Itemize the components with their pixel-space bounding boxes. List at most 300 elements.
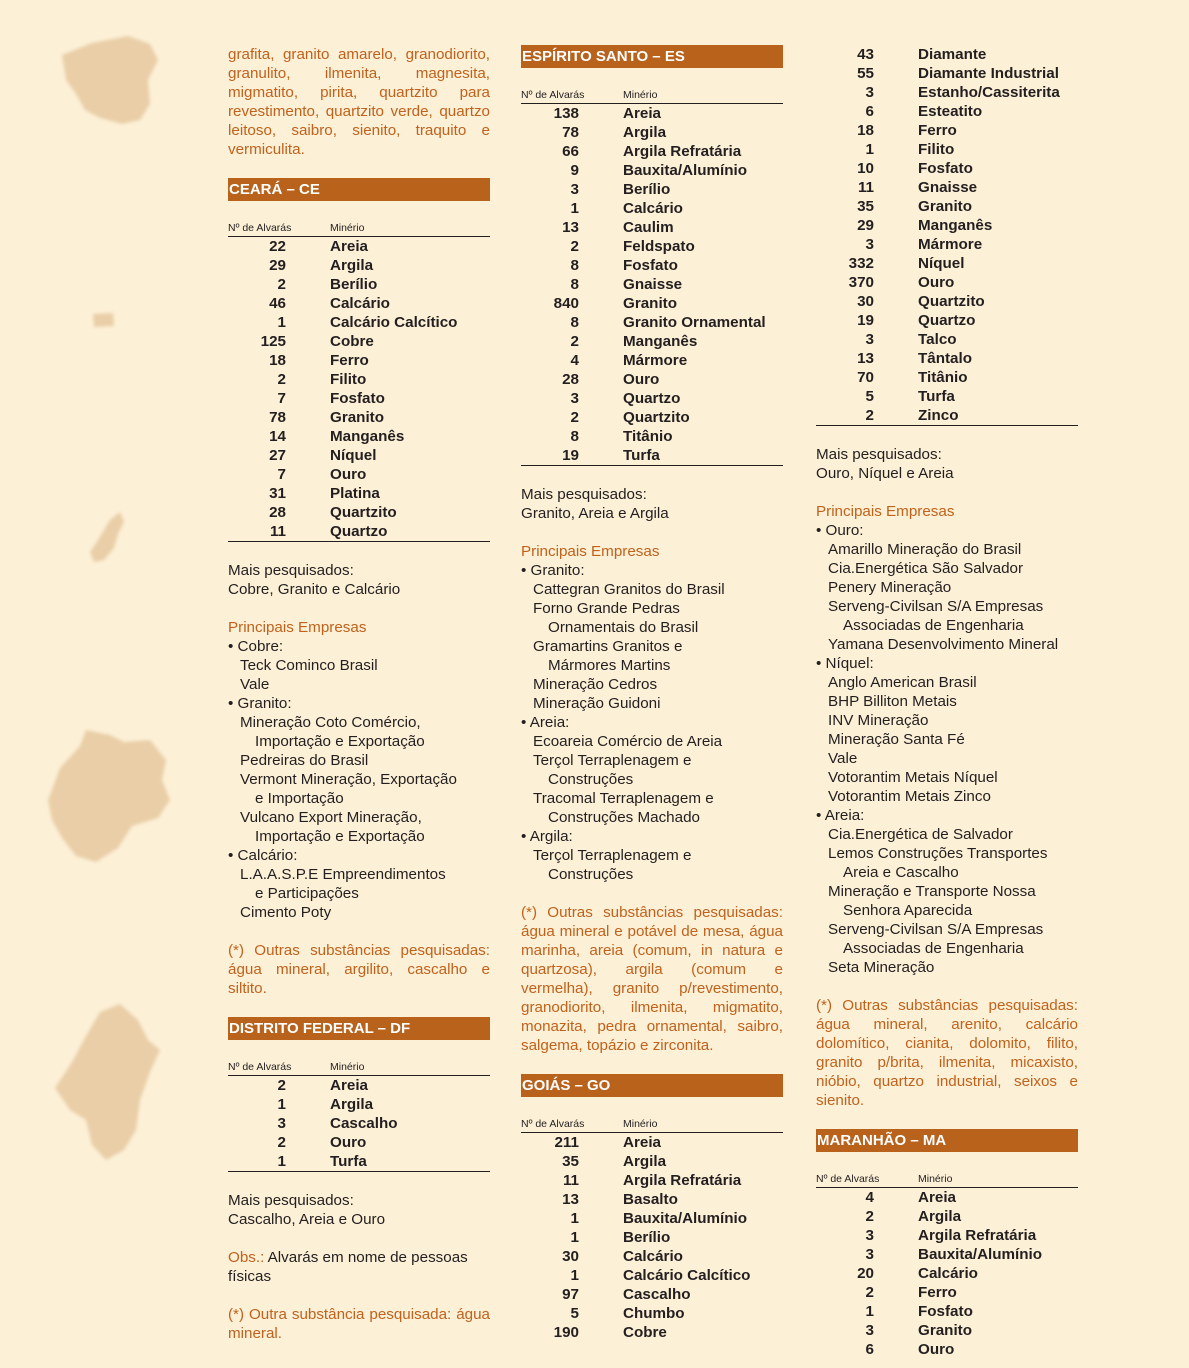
col-header-alvaras: Nº de Alvarás: [816, 1173, 880, 1185]
minerio-name: Fosfato: [918, 1303, 973, 1320]
alvaras-count: 2: [865, 1284, 874, 1301]
table-row: [816, 1302, 1078, 1321]
table-es: [521, 104, 783, 466]
alvaras-count: 6: [865, 1341, 874, 1358]
alvaras-count: 11: [857, 179, 874, 196]
mais-pesquisados-label: Mais pesquisados:: [228, 1192, 354, 1209]
table-row: [228, 332, 490, 351]
minerio-name: Ouro: [330, 1134, 367, 1151]
empresa-name: Cattegran Granitos do Brasil: [533, 581, 725, 598]
empresa-name: INV Mineração: [828, 712, 929, 729]
empresa-name: Vermont Mineração, Exportação: [240, 771, 457, 788]
alvaras-count: 332: [848, 255, 874, 272]
empresa-name: Mineração e Transporte Nossa: [828, 883, 1036, 900]
empresas-list-es: [521, 561, 783, 884]
empresa-name: Senhora Aparecida: [843, 902, 973, 919]
principais-empresas-title: Principais Empresas: [521, 543, 660, 560]
empresa-name: Construções Machado: [548, 809, 700, 826]
alvaras-count: 13: [562, 1191, 579, 1208]
outras-substancias-ceara: (*) Outras substâncias pesquisadas: água mineral, argilito, cascalho e siltito.: [228, 942, 490, 997]
principais-empresas-title: Principais Empresas: [228, 619, 367, 636]
empresas-list-ceara: [228, 637, 490, 922]
alvaras-count: 5: [570, 1305, 579, 1322]
column-1: [228, 45, 490, 1343]
state-maps-illustration: [0, 0, 210, 1368]
mais-pesquisados-value: Cascalho, Areia e Ouro: [228, 1211, 386, 1228]
empresa-category: • Argila:: [521, 828, 573, 845]
minerio-name: Manganês: [918, 217, 993, 234]
table-row: [816, 121, 1078, 140]
column-2: [521, 45, 783, 1342]
alvaras-count: 19: [562, 447, 579, 464]
empresa-name: Cia.Energética São Salvador: [828, 560, 1024, 577]
table-ma: [816, 1188, 1078, 1359]
empresa-name: Ornamentais do Brasil: [548, 619, 699, 636]
minerio-name: Gnaisse: [623, 276, 683, 293]
table-row: [816, 1207, 1078, 1226]
minerio-name: Titânio: [623, 428, 673, 445]
empresa-name: Importação e Exportação: [255, 733, 425, 750]
empresa-category: • Areia:: [521, 714, 570, 731]
minerio-name: Gnaisse: [918, 179, 978, 196]
minerio-name: Argila: [918, 1208, 962, 1225]
col-header-minerio: Minério: [623, 1118, 658, 1130]
minerio-name: Mármore: [623, 352, 688, 369]
table-row: [521, 237, 783, 256]
empresa-name: Vale: [828, 750, 858, 767]
alvaras-count: 5: [865, 388, 874, 405]
principais-empresas-title: Principais Empresas: [816, 503, 955, 520]
mais-pesquisados-value: Cobre, Granito e Calcário: [228, 581, 401, 598]
table-row: [228, 446, 490, 465]
alvaras-count: 29: [857, 217, 874, 234]
table-row: [816, 292, 1078, 311]
alvaras-count: 211: [554, 1134, 579, 1151]
ceara-map-shape: [62, 36, 158, 124]
alvaras-count: 18: [857, 122, 874, 139]
minerio-name: Ouro: [918, 274, 955, 291]
empresa-name: Areia e Cascalho: [843, 864, 959, 881]
table-row: [228, 522, 490, 541]
table-row: [228, 237, 490, 256]
col-header-alvaras: Nº de Alvarás: [521, 89, 585, 101]
empresa-name: Pedreiras do Brasil: [240, 752, 369, 769]
empresa-name: Anglo American Brasil: [828, 674, 977, 691]
alvaras-count: 370: [848, 274, 874, 291]
table-row: [521, 123, 783, 142]
table-row: [521, 1304, 783, 1323]
alvaras-count: 1: [277, 314, 286, 331]
section-header-es: ESPÍRITO SANTO – ES: [521, 45, 783, 68]
table-row: [816, 1283, 1078, 1302]
empresa-name: e Participações: [255, 885, 359, 902]
alvaras-count: 7: [277, 390, 286, 407]
table-row: [228, 389, 490, 408]
alvaras-count: 3: [865, 84, 874, 101]
minerio-name: Quartzo: [330, 523, 388, 540]
minerio-name: Platina: [330, 485, 380, 502]
empresa-name: Terçol Terraplenagem e: [533, 752, 692, 769]
minerio-name: Areia: [330, 238, 368, 255]
table-row: [816, 178, 1078, 197]
outra-substancia-df: (*) Outra substância pesquisada: água mineral.: [228, 1306, 490, 1342]
alvaras-count: 7: [277, 466, 286, 483]
alvaras-count: 3: [277, 1115, 286, 1132]
alvaras-count: 70: [857, 369, 874, 386]
section-header-df: DISTRITO FEDERAL – DF: [228, 1017, 490, 1040]
minerio-name: Argila: [330, 1096, 374, 1113]
alvaras-count: 30: [857, 293, 874, 310]
minerio-name: Titânio: [918, 369, 968, 386]
table-row: [816, 1321, 1078, 1340]
alvaras-count: 1: [277, 1096, 286, 1113]
minerio-name: Turfa: [330, 1153, 367, 1170]
table-row: [521, 1285, 783, 1304]
table-row: [521, 294, 783, 313]
alvaras-count: 46: [269, 295, 286, 312]
minerio-name: Berílio: [623, 1229, 671, 1246]
minerio-name: Talco: [918, 331, 957, 348]
alvaras-count: 13: [857, 350, 874, 367]
empresa-name: Mineração Cedros: [533, 676, 658, 693]
minerio-name: Tântalo: [918, 350, 973, 367]
alvaras-count: 190: [553, 1324, 579, 1341]
empresa-name: Mineração Guidoni: [533, 695, 661, 712]
table-row: [521, 142, 783, 161]
col-header-minerio: Minério: [623, 89, 658, 101]
minerio-name: Granito: [918, 198, 973, 215]
outras-substancias-go: (*) Outras substâncias pesquisadas: água mineral, arenito, calcário dolomítico, cianita, dolomito, filito, granito p/brita, ilmenita, micaxisto, nióbio, quartzo industrial, seixos e sienito.: [816, 997, 1078, 1109]
minerio-name: Ouro: [330, 466, 367, 483]
alvaras-count: 2: [865, 407, 874, 424]
minerio-name: Bauxita/Alumínio: [918, 1246, 1043, 1263]
minerio-name: Manganês: [330, 428, 405, 445]
table-row: [521, 218, 783, 237]
empresa-name: Gramartins Granitos e: [533, 638, 683, 655]
minerio-name: Calcário Calcítico: [623, 1267, 751, 1284]
table-row: [816, 45, 1078, 64]
minerio-name: Cascalho: [623, 1286, 691, 1303]
outras-substancias-es: (*) Outras substâncias pesquisadas: água mineral e potável de mesa, água marinha, areia (comum, in natura e quartzosa), argila (comum e vermelha), granito p/revestimento, granodiorito, ilmenita, migmatito, monazita, pedra ornamental, saibro, salgema, topázio e zirconita.: [521, 904, 783, 1054]
minerio-name: Ferro: [918, 122, 957, 139]
empresa-category: • Níquel:: [816, 655, 874, 672]
minerio-name: Caulim: [623, 219, 674, 236]
table-row: [228, 275, 490, 294]
table-row: [521, 275, 783, 294]
table-row: [816, 406, 1078, 425]
alvaras-count: 1: [570, 1229, 579, 1246]
table-row: [816, 216, 1078, 235]
empresa-category: • Cobre:: [228, 638, 284, 655]
empresa-name: Associadas de Engenharia: [843, 617, 1024, 634]
empresa-category: • Areia:: [816, 807, 865, 824]
minerio-name: Argila Refratária: [918, 1227, 1037, 1244]
empresa-name: Importação e Exportação: [255, 828, 425, 845]
minerio-name: Feldspato: [623, 238, 695, 255]
alvaras-count: 55: [857, 65, 874, 82]
minerio-name: Argila Refratária: [623, 143, 742, 160]
table-row: [521, 1152, 783, 1171]
empresa-name: Tracomal Terraplenagem e: [533, 790, 714, 807]
col-header-minerio: Minério: [918, 1173, 953, 1185]
empresa-name: Cia.Energética de Salvador: [828, 826, 1013, 843]
table-row: [521, 1228, 783, 1247]
empresas-list-go: [816, 521, 1078, 977]
minerio-name: Cobre: [330, 333, 374, 350]
table-row: [228, 294, 490, 313]
alvaras-count: 3: [865, 1246, 874, 1263]
empresa-name: e Importação: [255, 790, 344, 807]
alvaras-count: 97: [562, 1286, 579, 1303]
minerio-name: Quartzito: [623, 409, 690, 426]
table-row: [521, 1247, 783, 1266]
table-row: [816, 1264, 1078, 1283]
table-row: [228, 484, 490, 503]
intro-paragraph: grafita, granito amarelo, granodiorito, granulito, ilmenita, magnesita, migmatito, pirita, quartzito para revestimento, quartzito verde, quartzo leitoso, saibro, sienito, traquito e vermiculita.: [228, 46, 490, 158]
table-row: [816, 140, 1078, 159]
empresa-name: Construções: [548, 866, 634, 883]
alvaras-count: 1: [865, 1303, 874, 1320]
minerio-name: Filito: [918, 141, 955, 158]
empresa-category: • Ouro:: [816, 522, 864, 539]
minerio-name: Calcário Calcítico: [330, 314, 458, 331]
obs-note: [228, 1248, 490, 1286]
alvaras-count: 2: [865, 1208, 874, 1225]
empresa-name: Serveng-Civilsan S/A Empresas: [828, 921, 1044, 938]
alvaras-count: 28: [562, 371, 579, 388]
alvaras-count: 1: [570, 200, 579, 217]
alvaras-count: 2: [277, 1134, 286, 1151]
minerio-name: Cobre: [623, 1324, 667, 1341]
table-row: [228, 1095, 490, 1114]
empresa-name: Yamana Desenvolvimento Mineral: [828, 636, 1059, 653]
alvaras-count: 4: [865, 1189, 874, 1206]
empresa-name: Penery Mineração: [828, 579, 952, 596]
table-row: [816, 1226, 1078, 1245]
minerio-name: Calcário: [330, 295, 390, 312]
minerio-name: Níquel: [918, 255, 965, 272]
alvaras-count: 3: [865, 236, 874, 253]
col-header-minerio: Minério: [330, 1061, 365, 1073]
section-header-go: GOIÁS – GO: [521, 1074, 783, 1097]
empresa-name: Vulcano Export Mineração,: [240, 809, 422, 826]
empresa-category: • Granito:: [521, 562, 585, 579]
alvaras-count: 840: [553, 295, 579, 312]
minerio-name: Berílio: [330, 276, 378, 293]
mais-pesquisados-label: Mais pesquisados:: [521, 486, 647, 503]
table-row: [521, 1323, 783, 1342]
empresa-name: Mineração Santa Fé: [828, 731, 965, 748]
table-row: [228, 313, 490, 332]
df-map-shape: [93, 313, 114, 327]
alvaras-count: 8: [570, 257, 579, 274]
obs-label: Obs.:: [228, 1249, 265, 1266]
minerio-name: Turfa: [918, 388, 955, 405]
alvaras-count: 1: [570, 1267, 579, 1284]
minerio-name: Argila: [623, 1153, 667, 1170]
minerio-name: Quartzo: [623, 390, 681, 407]
empresa-name: Cimento Poty: [240, 904, 332, 921]
minerio-name: Cascalho: [330, 1115, 398, 1132]
minerio-name: Chumbo: [623, 1305, 685, 1322]
minerio-name: Areia: [330, 1077, 368, 1094]
minerio-name: Calcário: [623, 200, 683, 217]
table-row: [816, 235, 1078, 254]
empresa-name: Mineração Coto Comércio,: [240, 714, 421, 731]
section-header-ma: MARANHÃO – MA: [816, 1129, 1078, 1152]
table-row: [521, 408, 783, 427]
alvaras-count: 11: [269, 523, 286, 540]
alvaras-count: 1: [277, 1153, 286, 1170]
alvaras-count: 20: [857, 1265, 874, 1282]
minerio-name: Turfa: [623, 447, 660, 464]
minerio-name: Quartzo: [918, 312, 976, 329]
minerio-name: Mármore: [918, 236, 983, 253]
alvaras-count: 19: [857, 312, 874, 329]
table-row: [521, 1190, 783, 1209]
table-row: [521, 313, 783, 332]
empresa-category: • Granito:: [228, 695, 292, 712]
empresa-name: Teck Cominco Brasil: [240, 657, 378, 674]
empresa-name: Lemos Construções Transportes: [828, 845, 1048, 862]
table-row: [816, 159, 1078, 178]
goias-map-shape: [48, 730, 170, 862]
alvaras-count: 2: [277, 276, 286, 293]
minerio-name: Calcário: [918, 1265, 978, 1282]
minerio-name: Níquel: [330, 447, 377, 464]
table-row: [816, 368, 1078, 387]
alvaras-count: 30: [562, 1248, 579, 1265]
minerio-name: Granito Ornamental: [623, 314, 766, 331]
minerio-name: Argila: [623, 124, 667, 141]
table-row: [521, 161, 783, 180]
alvaras-count: 8: [570, 428, 579, 445]
table-row: [228, 1076, 490, 1095]
table-row: [521, 351, 783, 370]
table-row: [816, 330, 1078, 349]
minerio-name: Fosfato: [330, 390, 385, 407]
minerio-name: Ouro: [918, 1341, 955, 1358]
table-row: [228, 465, 490, 484]
alvaras-count: 3: [865, 1227, 874, 1244]
table-header-ma: [816, 1173, 1078, 1188]
table-row: [816, 64, 1078, 83]
minerio-name: Quartzito: [330, 504, 397, 521]
empresa-name: Votorantim Metais Zinco: [828, 788, 991, 805]
table-row: [521, 370, 783, 389]
table-row: [228, 1114, 490, 1133]
table-row: [228, 1133, 490, 1152]
minerio-name: Ferro: [330, 352, 369, 369]
empresa-name: Associadas de Engenharia: [843, 940, 1024, 957]
alvaras-count: 78: [562, 124, 579, 141]
table-row: [521, 199, 783, 218]
minerio-name: Areia: [918, 1189, 956, 1206]
col-header-minerio: Minério: [330, 222, 365, 234]
alvaras-count: 8: [570, 276, 579, 293]
alvaras-count: 138: [553, 105, 579, 122]
minerio-name: Manganês: [623, 333, 698, 350]
alvaras-count: 2: [277, 371, 286, 388]
table-row: [816, 83, 1078, 102]
empresa-name: Serveng-Civilsan S/A Empresas: [828, 598, 1044, 615]
alvaras-count: 1: [865, 141, 874, 158]
table-row: [228, 408, 490, 427]
table-row: [521, 389, 783, 408]
table-row: [816, 311, 1078, 330]
empresa-name: Vale: [240, 676, 270, 693]
empresa-name: Forno Grande Pedras: [533, 600, 680, 617]
table-row: [521, 1266, 783, 1285]
minerio-name: Estanho/Cassiterita: [918, 84, 1060, 101]
table-row: [816, 197, 1078, 216]
table-row: [521, 1133, 783, 1152]
mais-pesquisados-value: Granito, Areia e Argila: [521, 505, 669, 522]
alvaras-count: 78: [269, 409, 286, 426]
table-row: [521, 1171, 783, 1190]
table-row: [816, 1245, 1078, 1264]
table-row: [521, 446, 783, 465]
empresa-name: L.A.A.S.P.E Empreendimentos: [240, 866, 446, 883]
minerio-name: Areia: [623, 1134, 661, 1151]
minerio-name: Granito: [623, 295, 678, 312]
alvaras-count: 28: [269, 504, 286, 521]
alvaras-count: 2: [570, 333, 579, 350]
table-row: [816, 273, 1078, 292]
alvaras-count: 22: [269, 238, 286, 255]
alvaras-count: 14: [269, 428, 286, 445]
alvaras-count: 11: [562, 1172, 579, 1189]
alvaras-count: 29: [269, 257, 286, 274]
minerio-name: Argila Refratária: [623, 1172, 742, 1189]
table-row: [228, 370, 490, 389]
table-header-ceara: [228, 222, 490, 237]
table-header-df: [228, 1061, 490, 1076]
section-header-ceara: CEARÁ – CE: [228, 178, 490, 201]
table-go-continued: [816, 45, 1078, 426]
minerio-name: Quartzito: [918, 293, 985, 310]
table-df: [228, 1076, 490, 1172]
empresa-name: Ecoareia Comércio de Areia: [533, 733, 723, 750]
alvaras-count: 3: [865, 331, 874, 348]
table-row: [816, 254, 1078, 273]
column-3: [816, 45, 1078, 1359]
table-row: [228, 256, 490, 275]
minerio-name: Ferro: [918, 1284, 957, 1301]
empresa-name: Amarillo Mineração do Brasil: [828, 541, 1022, 558]
alvaras-count: 2: [570, 238, 579, 255]
table-header-es: [521, 89, 783, 104]
table-row: [816, 349, 1078, 368]
col-header-alvaras: Nº de Alvarás: [228, 222, 292, 234]
minerio-name: Bauxita/Alumínio: [623, 162, 748, 179]
alvaras-count: 31: [269, 485, 286, 502]
table-row: [228, 351, 490, 370]
alvaras-count: 2: [570, 409, 579, 426]
alvaras-count: 4: [570, 352, 579, 369]
table-row: [521, 332, 783, 351]
minerio-name: Argila: [330, 257, 374, 274]
empresa-category: • Calcário:: [228, 847, 298, 864]
table-row: [521, 104, 783, 123]
minerio-name: Zinco: [918, 407, 959, 424]
empresa-name: Construções: [548, 771, 634, 788]
minerio-name: Berílio: [623, 181, 671, 198]
table-row: [521, 180, 783, 199]
mais-pesquisados-value: Ouro, Níquel e Areia: [816, 465, 954, 482]
minerio-name: Bauxita/Alumínio: [623, 1210, 748, 1227]
minerio-name: Basalto: [623, 1191, 678, 1208]
